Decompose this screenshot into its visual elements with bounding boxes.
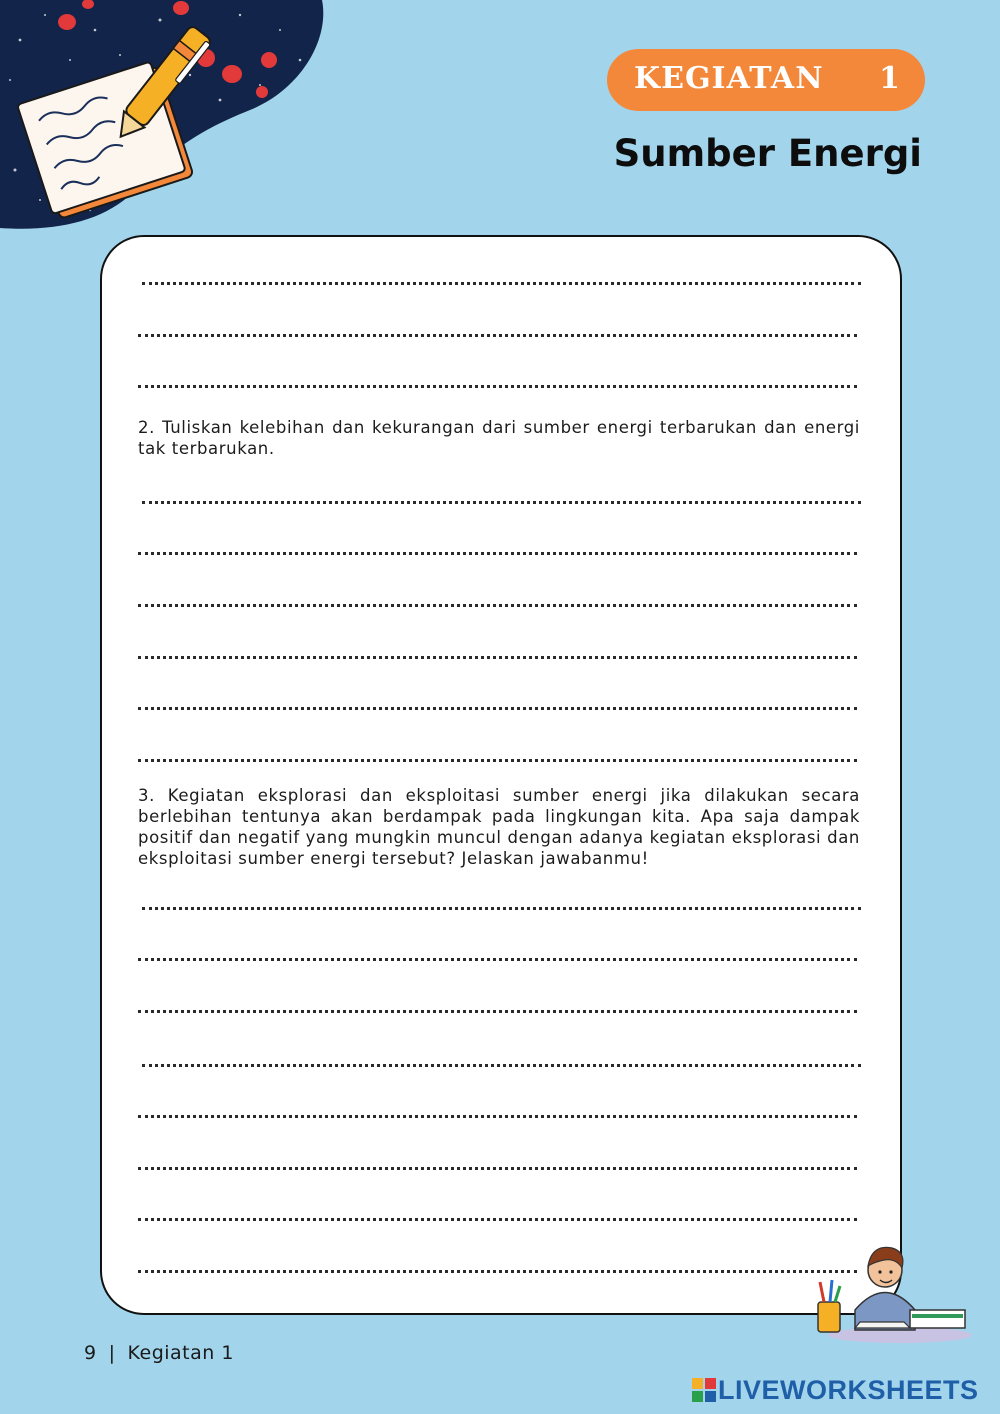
student-writing-icon (800, 1240, 975, 1350)
notebook-pen-icon (0, 0, 330, 235)
answer-line[interactable] (138, 656, 857, 659)
answer-line[interactable] (138, 1270, 857, 1273)
answer-line[interactable] (138, 604, 857, 607)
answer-line[interactable] (138, 1010, 857, 1013)
answer-line[interactable] (142, 282, 861, 285)
answer-line[interactable] (138, 707, 857, 710)
worksheet-card (100, 235, 902, 1315)
badge-number: 1 (879, 61, 901, 96)
page-number: 9 (84, 1342, 97, 1364)
answer-line[interactable] (138, 385, 857, 388)
answer-line[interactable] (138, 958, 857, 961)
badge-label: KEGIATAN (634, 61, 824, 96)
answer-line[interactable] (138, 759, 857, 762)
footer-section: Kegiatan 1 (127, 1342, 234, 1364)
page-title: Sumber Energi (613, 132, 922, 175)
footer-separator: | (108, 1342, 116, 1364)
answer-line[interactable] (142, 501, 861, 504)
answer-line[interactable] (138, 334, 857, 337)
answer-line[interactable] (138, 1115, 857, 1118)
activity-badge (607, 49, 925, 111)
answer-line[interactable] (138, 1167, 857, 1170)
answer-line[interactable] (142, 1064, 861, 1067)
liveworksheets-logo-icon (692, 1378, 716, 1402)
question-2: 2. Tuliskan kelebihan dan kekurangan dari sumber energi terbarukan dan energi tak terbarukan. (138, 418, 860, 458)
answer-line[interactable] (138, 552, 857, 555)
brand-name: LIVEWORKSHEETS (718, 1375, 979, 1405)
answer-line[interactable] (138, 1218, 857, 1221)
page-footer (84, 1342, 234, 1364)
question-3: 3. Kegiatan eksplorasi dan eksploitasi sumber energi jika dilakukan secara berlebihan tentunya akan berdampak pada lingkungan kita. Apa saja dampak positif dan negatif yang mungkin muncul dengan adanya kegiatan eksplorasi dan eksploitasi sumber energi tersebut? Jelaskan jawabanmu! (138, 786, 860, 868)
answer-line[interactable] (142, 907, 861, 910)
